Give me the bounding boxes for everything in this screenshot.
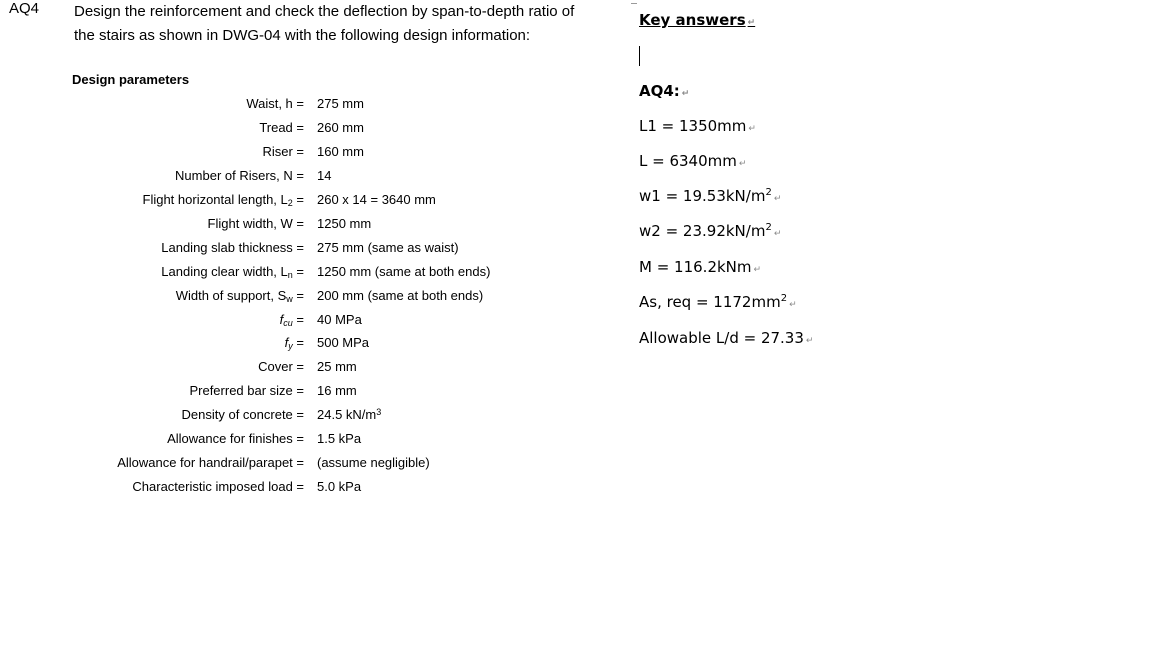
param-label: Landing slab thickness = [161, 240, 304, 255]
param-row-waist [0, 96, 620, 114]
question-text-line-2: the stairs as shown in DWG-04 with the following design information: [74, 27, 531, 44]
key-answers-subtitle-text: AQ4: [639, 82, 680, 100]
paragraph-mark-icon: ↵ [805, 336, 814, 346]
param-row-fcu [0, 312, 620, 330]
param-label: Riser = [262, 144, 304, 159]
param-row-tread [0, 120, 620, 138]
answer-superscript: 2 [765, 222, 772, 233]
answer-line-w2 [639, 222, 781, 240]
param-label: Preferred bar size = [189, 383, 304, 398]
param-label-end: = [292, 335, 304, 350]
answer-superscript: 2 [780, 293, 788, 304]
key-answers-title-text: Key answers [639, 11, 746, 29]
param-label [280, 312, 304, 328]
param-label: Density of concrete = [181, 407, 304, 422]
param-label [176, 288, 304, 304]
param-value: 5.0 kPa [317, 479, 362, 494]
key-answers-subtitle [639, 82, 689, 100]
param-row-landing-clear-width [0, 264, 620, 282]
param-row-fy [0, 335, 620, 353]
param-row-allowance-for-handrail [0, 455, 620, 473]
param-value: 1250 mm (same at both ends) [317, 264, 491, 279]
param-row-riser [0, 144, 620, 162]
paragraph-mark-icon: ↵ [738, 159, 747, 169]
param-label-end: = [292, 192, 304, 207]
param-label-subscript: n [287, 270, 293, 280]
param-value: 275 mm (same as waist) [317, 240, 459, 255]
paragraph-mark-icon: ↵ [753, 265, 762, 275]
param-row-flight-horizontal-length [0, 192, 620, 210]
param-label-main: f [279, 312, 284, 327]
param-label: Waist, h = [246, 96, 304, 111]
answer-text: L1 = 1350mm [639, 117, 747, 135]
param-value: 40 MPa [317, 312, 362, 327]
param-label-main: Landing clear width, L [161, 264, 288, 279]
param-value: (assume negligible) [317, 455, 430, 470]
answer-text: L = 6340mm [639, 152, 737, 170]
param-row-preferred-bar-size [0, 383, 620, 401]
answer-text: w2 = 23.92kN/m [639, 222, 766, 240]
table-cell-marker [631, 3, 637, 10]
key-answers-title [639, 11, 755, 29]
param-row-characteristic-imposed-load [0, 479, 620, 497]
param-row-width-of-support [0, 288, 620, 306]
param-label-main: Flight horizontal length, L [142, 192, 288, 207]
param-label-main: f [284, 335, 289, 350]
paragraph-mark-icon: ↵ [773, 194, 782, 204]
param-value: 160 mm [317, 144, 364, 159]
param-value-main: 24.5 kN/m [317, 407, 377, 422]
param-value: 260 mm [317, 120, 364, 135]
param-row-cover [0, 359, 620, 377]
question-text [74, 0, 619, 48]
param-label: Flight width, W = [207, 216, 304, 231]
paragraph-mark-icon: ↵ [789, 300, 797, 310]
param-row-allowance-for-finishes [0, 431, 620, 449]
question-text-line-1: Design the reinforcement and check the deflection by span-to-depth ratio of [74, 3, 575, 20]
param-label: Characteristic imposed load = [132, 479, 304, 494]
param-label-subscript: w [286, 294, 293, 304]
param-value [317, 407, 381, 423]
answer-text: Allowable L/d = 27.33 [639, 329, 804, 347]
design-parameters-heading: Design parameters [72, 72, 190, 87]
param-value: 14 [317, 168, 332, 183]
param-value: 500 MPa [317, 335, 370, 350]
param-label: Allowance for handrail/parapet = [117, 455, 304, 470]
param-row-density-of-concrete [0, 407, 620, 425]
answer-line-m [639, 258, 761, 276]
param-label-subscript: y [288, 341, 293, 351]
param-label [143, 192, 305, 208]
text-cursor [639, 46, 640, 66]
param-row-number-of-risers [0, 168, 620, 186]
param-label-subscript: 2 [287, 198, 293, 208]
answer-text: M = 116.2kNm [639, 258, 752, 276]
param-label: Number of Risers, N = [175, 168, 304, 183]
paragraph-mark-icon: ↵ [773, 229, 782, 239]
answer-text: As, req = 1172mm [639, 293, 781, 311]
param-value: 1250 mm [317, 216, 372, 231]
param-label-main: Width of support, S [175, 288, 287, 303]
answer-line-l [639, 152, 746, 170]
paragraph-mark-icon: ↵ [748, 124, 756, 134]
param-value: 16 mm [317, 383, 357, 398]
question-number: AQ4 [9, 0, 40, 17]
answer-line-allowable-ld [639, 329, 813, 347]
param-value: 1.5 kPa [317, 431, 362, 446]
param-value: 25 mm [317, 359, 357, 374]
param-label: Allowance for finishes = [167, 431, 304, 446]
answer-line-as-req [639, 293, 797, 311]
param-label-end: = [292, 288, 304, 303]
paragraph-mark-icon: ↵ [747, 18, 756, 28]
param-label [285, 335, 304, 351]
answer-text: w1 = 19.53kN/m [639, 187, 766, 205]
param-row-flight-width [0, 216, 620, 234]
param-value-superscript: 3 [376, 407, 382, 417]
answer-line-l1 [639, 117, 756, 135]
param-label: Tread = [259, 120, 304, 135]
param-label [161, 264, 304, 280]
param-label-subscript: cu [283, 318, 293, 328]
param-value: 260 x 14 = 3640 mm [317, 192, 436, 207]
param-value: 275 mm [317, 96, 364, 111]
param-row-landing-slab-thickness [0, 240, 620, 258]
answer-line-w1 [639, 187, 781, 205]
param-label-end: = [292, 264, 304, 279]
param-value: 200 mm (same at both ends) [317, 288, 484, 303]
param-label: Cover = [258, 359, 304, 374]
param-label-end: = [292, 312, 304, 327]
paragraph-mark-icon: ↵ [681, 89, 690, 99]
answer-superscript: 2 [765, 187, 772, 198]
